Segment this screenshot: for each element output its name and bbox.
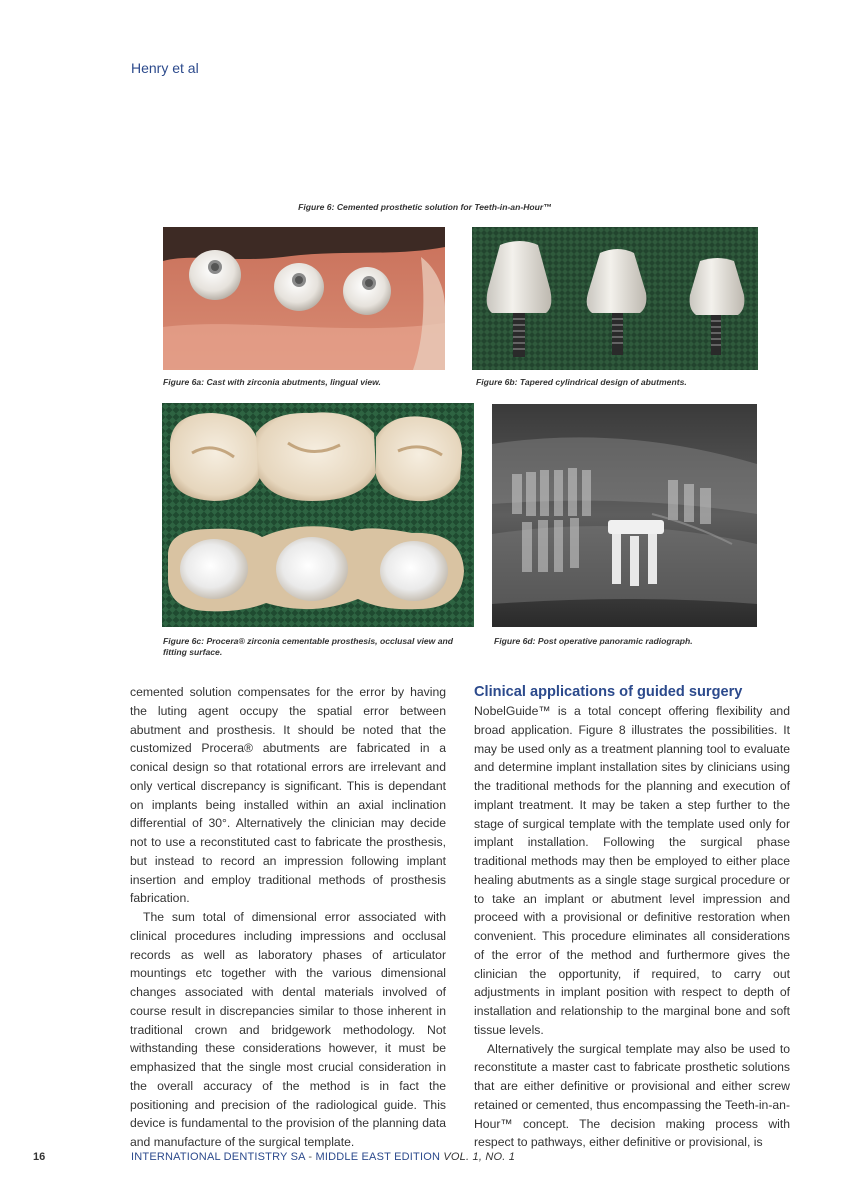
- right-paragraph-1: NobelGuide™ is a total concept offering flexibility and broad application. Figure 8 illustrates the possibilities. It may be used only as a treatment planning tool to evaluate and determine implant installation sites by clinicians using the traditional methods for the planning and execution of implant treatment. It may be taken a step further to the stage of surgical template with the template used only for implant installation. Following the surgical phase traditional methods may then be employed to either place healing abutments as a single stage surgical procedure or to take an implant or abutment level impression and proceed with a provisional or definitive restoration when convenient. This procedure eliminates all considerations of the error of the method and furthermore gives the clinician the opportunity, if required, to carry out adjustments in implant position with respect to depth of installation and relationship to the marginal bone and soft tissue levels.: [474, 704, 790, 1037]
- section-heading: Clinical applications of guided surgery: [474, 684, 743, 700]
- figure-6d-photo: [492, 404, 757, 627]
- figure-6b-caption: Figure 6b: Tapered cylindrical design of abutments.: [476, 377, 687, 387]
- running-head: Henry et al: [131, 60, 199, 76]
- figure-6c-photo: [162, 403, 474, 627]
- page-number: 16: [33, 1151, 46, 1163]
- left-paragraph-2: The sum total of dimensional error associated with clinical procedures including impressions and occlusal records as well as laboratory phases of articulator mountings etc together with the various dimensional changes associated with dental materials involved of course result in discrepancies similar to those inherent in traditional crown and bridgework methodology. Not withstanding these considerations however, it must be emphasized that the single most crucial consideration in the overall accuracy of the method is in fact the positioning and precision of the radiological guide. This device is fundamental to the provision of the planning data and manufacture of the surgical template.: [130, 910, 446, 1149]
- footer-edition: MIDDLE EAST EDITION: [315, 1151, 441, 1163]
- left-paragraph-1: cemented solution compensates for the error by having the luting agent occupy the spatial error between abutment and prosthesis. It should be noted that the customized Procera® abutments are fabricated in a conical design so that rotational errors are irrelevant and only vertical discrepancy is significant. This is dependant on implants being installed within an axial inclination differential of 30°. Alternatively the clinician may decide not to use a reconstituted cast to fabricate the prosthesis, but instead to record an impression following implant insertion and employ traditional methods of prosthesis fabrication.: [130, 685, 446, 906]
- footer-separator: -: [305, 1151, 316, 1163]
- figure-6c-caption: Figure 6c: Procera® zirconia cementable prosthesis, occlusal view and fitting surface.: [163, 636, 454, 657]
- figure-6c-image: [162, 403, 474, 627]
- figure-6b-image: [472, 227, 758, 370]
- right-paragraph-2: Alternatively the surgical template may also be used to reconstitute a master cast to fabricate prosthetic solutions that are either definitive or provisional and either screw retained or cemented, thus encompassing the Teeth-in-an-Hour™ concept. The decision making process with respect to pathways, either definitive or provisional, is: [474, 1041, 790, 1150]
- figure-6a-image: [163, 227, 445, 370]
- figure-6a-photo: [163, 227, 445, 370]
- footer: [131, 1151, 515, 1163]
- figure-6a-caption: Figure 6a: Cast with zirconia abutments, lingual view.: [163, 377, 381, 387]
- left-column: [130, 683, 446, 1152]
- figure-6d-caption: Figure 6d: Post operative panoramic radiograph.: [494, 636, 693, 646]
- footer-journal: INTERNATIONAL DENTISTRY SA: [131, 1151, 306, 1163]
- footer-volume: VOL. 1, NO. 1: [443, 1151, 516, 1163]
- figure-6b-photo: [472, 227, 758, 370]
- right-column: [474, 683, 790, 1152]
- figure-title: Figure 6: Cemented prosthetic solution for Teeth-in-an-Hour™: [298, 202, 552, 212]
- figure-6d-image: [492, 404, 757, 627]
